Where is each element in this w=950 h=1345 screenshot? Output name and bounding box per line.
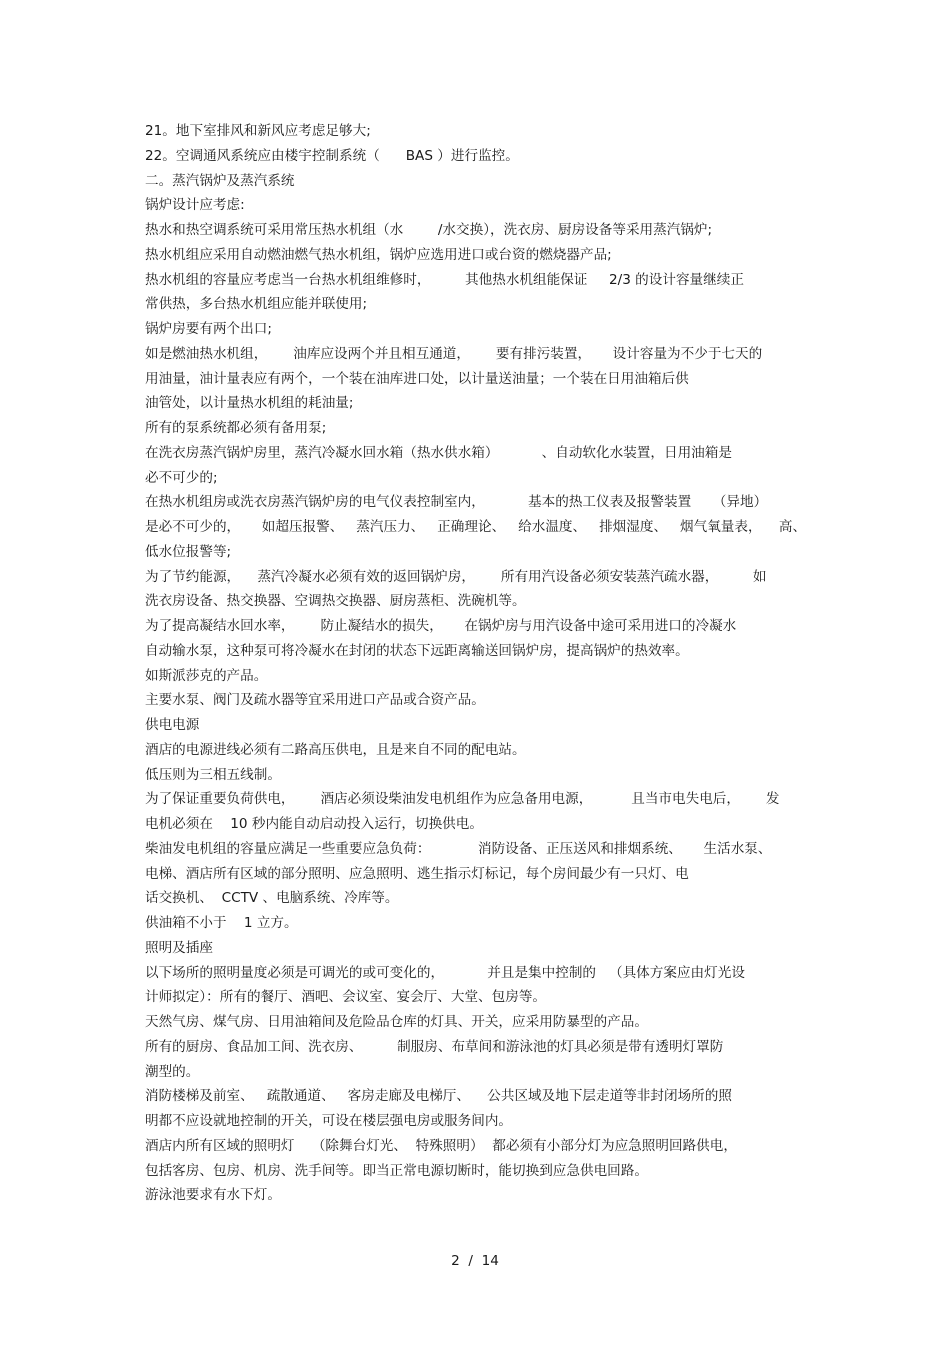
text-line: 洗衣房设备、热交换器、空调热交换器、厨房蒸柜、洗碗机等。 <box>145 593 526 610</box>
text-line: 供油箱不小于 1 立方。 <box>145 915 298 931</box>
text-line: 明都不应设就地控制的开关，可设在楼层强电房或服务间内。 <box>145 1113 513 1129</box>
text-line: 包括客房、包房、机房、洗手间等。即当正常电源切断时，能切换到应急供电回路。 <box>145 1162 648 1179</box>
text-line: 锅炉设计应考虑: <box>145 197 245 214</box>
text-line: 如斯派莎克的产品。 <box>145 667 268 684</box>
text-line: 所有的厨房、食品加工间、洗衣房、 制服房、布草间和游泳池的灯具必须是带有透明灯罩防 <box>145 1038 724 1055</box>
text-line: 常供热，多台热水机组应能并联使用; <box>145 296 368 313</box>
text-line: 酒店的电源进线必须有二路高压供电，且是来自不同的配电站。 <box>145 741 526 758</box>
text-line: 天然气房、煤气房、日用油箱间及危险品仓库的灯具、开关，应采用防暴型的产品。 <box>145 1014 648 1030</box>
text-line: 是必不可少的， 如超压报警、 蒸汽压力、 正确理论、 给水温度、 排烟湿度、 烟气氧量表， 高、 <box>145 519 807 535</box>
text-line: 消防楼梯及前室、 疏散通道、 客房走廊及电梯厅、 公共区域及地下层走道等非封闭场所的照 <box>145 1088 732 1105</box>
text-line: 主要水泵、阀门及疏水器等宜采用进口产品或合资产品。 <box>145 692 485 709</box>
text-line: 热水机组应采用自动燃油燃气热水机组，锅炉应选用进口或台资的燃烧器产品; <box>145 246 612 263</box>
document-body <box>145 119 810 1208</box>
text-line: 在热水机组房或洗衣房蒸汽锅炉房的电气仪表控制室内， 基本的热工仪表及报警装置 （异地） <box>145 494 768 511</box>
text-line: 电机必须在 10 秒内能自动启动投入运行，切换供电。 <box>145 816 483 832</box>
text-line: 在洗衣房蒸汽锅炉房里，蒸汽冷凝水回水箱（热水供水箱） 、自动软化水装置，日用油箱是 <box>145 444 732 461</box>
text-line: 热水和热空调系统可采用常压热水机组（水 /水交换），洗衣房、厨房设备等采用蒸汽锅炉; <box>145 222 713 238</box>
text-line: 如是燃油热水机组， 油库应设两个并且相互通道， 要有排污装置， 设计容量为不少于七天的 <box>145 345 763 362</box>
text-line: 热水机组的容量应考虑当一台热水机组维修时， 其他热水机组能保证 2/3 的设计容量继续正 <box>145 271 744 288</box>
text-line: 所有的泵系统都必须有备用泵; <box>145 420 327 436</box>
text-line: 22。空调通风系统应由楼宇控制系统（ BAS ）进行监控。 <box>145 147 519 164</box>
text-line: 油管处，以计量热水机组的耗油量; <box>145 395 354 412</box>
text-line: 电梯、酒店所有区域的部分照明、应急照明、逃生指示灯标记，每个房间最少有一只灯、电 <box>145 865 689 882</box>
text-line: 柴油发电机组的容量应满足一些重要应急负荷： 消防设备、正压送风和排烟系统、 生活水泵、 <box>145 840 772 857</box>
text-line: 为了节约能源， 蒸汽冷凝水必须有效的返回锅炉房， 所有用汽设备必须安装蒸汽疏水器， 如 <box>145 568 767 585</box>
section-heading: 照明及插座 <box>145 939 213 956</box>
text-line: 必不可少的; <box>145 469 218 486</box>
section-heading: 供电电源 <box>145 717 200 733</box>
text-line: 低水位报警等; <box>145 543 232 560</box>
text-line: 为了提高凝结水回水率， 防止凝结水的损失， 在锅炉房与用汽设备中途可采用进口的冷凝水 <box>145 618 737 634</box>
text-line: 用油量，油计量表应有两个，一个装在油库进口处，以计量送油量；一个装在日用油箱后供 <box>145 370 689 387</box>
text-line: 21。地下室排风和新风应考虑足够大; <box>145 123 371 139</box>
page-number: 2 / 14 <box>451 1253 499 1269</box>
section-heading: 二。蒸汽锅炉及蒸汽系统 <box>145 172 295 189</box>
text-line: 计师拟定）：所有的餐厅、酒吧、会议室、宴会厅、大堂、包房等。 <box>145 989 547 1006</box>
text-line: 锅炉房要有两个出口; <box>145 321 272 337</box>
text-line: 为了保证重要负荷供电， 酒店必须设柴油发电机组作为应急备用电源， 且当市电失电后， 发 <box>145 791 780 808</box>
text-line: 酒店内所有区域的照明灯 （除舞台灯光、 特殊照明） 都必须有小部分灯为应急照明回路供电， <box>145 1137 737 1154</box>
text-line: 话交换机、 CCTV 、电脑系统、冷库等。 <box>145 890 399 907</box>
text-line: 潮型的。 <box>145 1063 200 1080</box>
text-line: 游泳池要求有水下灯。 <box>145 1187 281 1204</box>
text-line: 以下场所的照明量度必须是可调光的或可变化的， 并且是集中控制的 （具体方案应由灯光设 <box>145 964 745 981</box>
text-line: 自动输水泵，这种泵可将冷凝水在封闭的状态下远距离输送回锅炉房，提高锅炉的热效率。 <box>145 642 689 659</box>
text-line: 低压则为三相五线制。 <box>145 766 281 783</box>
